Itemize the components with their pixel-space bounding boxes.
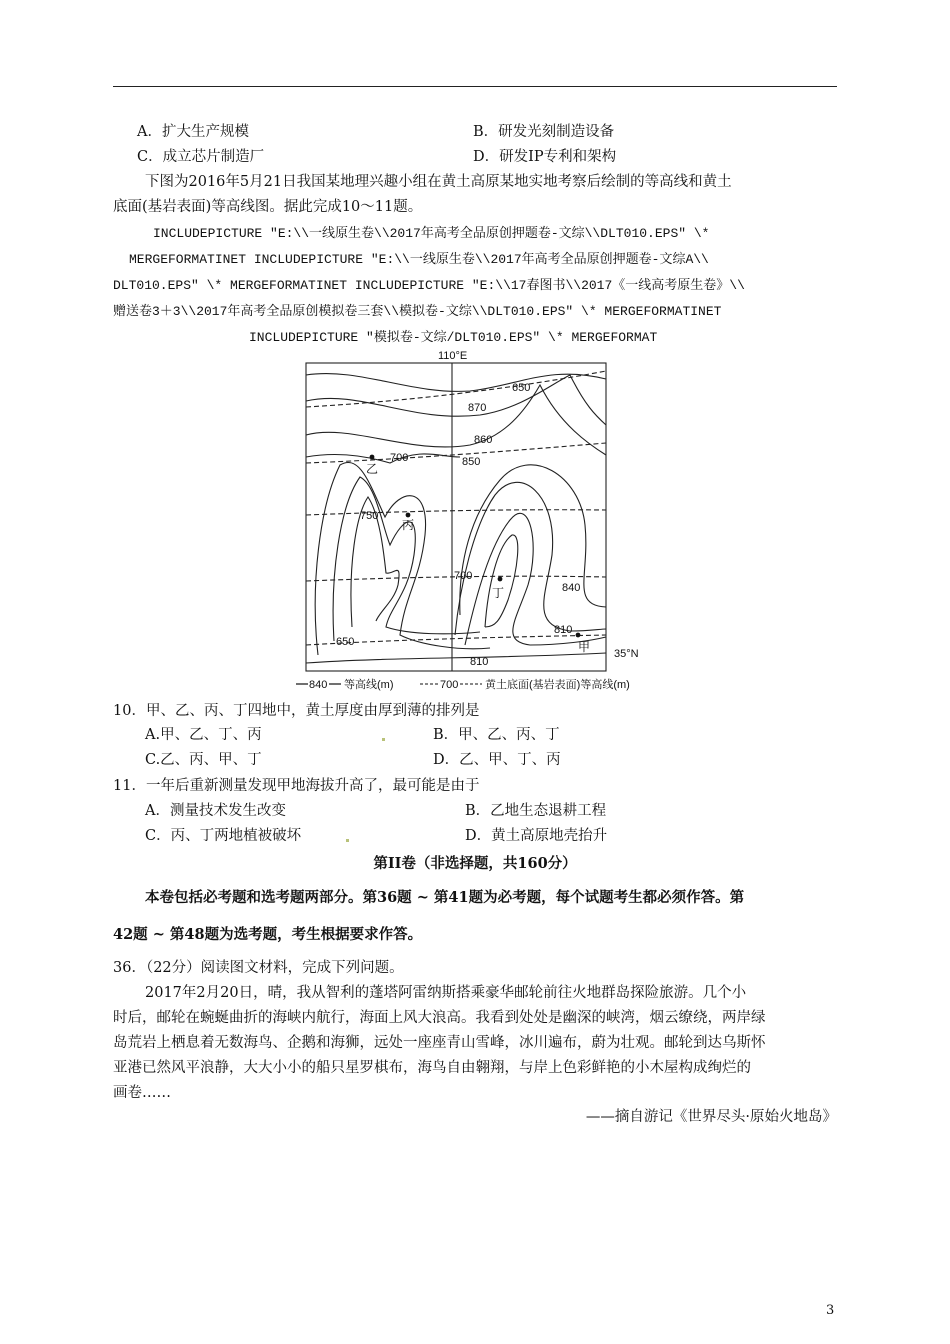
contour-line xyxy=(485,535,518,627)
contour-line xyxy=(333,477,480,641)
q36-stem: 36．（22分）阅读图文材料，完成下列问题。 xyxy=(113,960,404,976)
base-contour-line xyxy=(306,371,606,407)
contour-label: 700 xyxy=(390,452,409,464)
contour-line xyxy=(465,513,606,645)
legend-contour-text: 等高线(m) xyxy=(344,679,394,691)
q36-source: ——摘自游记《世界尽头·原始火地岛》 xyxy=(585,1109,837,1125)
stray-dot xyxy=(346,839,349,842)
contour-label: 870 xyxy=(468,402,487,414)
q11-option-a: A．测量技术发生改变 xyxy=(145,803,286,819)
contour-label: 860 xyxy=(474,434,493,446)
q11-option-d: D．黄土高原地壳抬升 xyxy=(465,828,608,844)
longitude-label: 110°E xyxy=(438,350,468,362)
contour-map xyxy=(290,345,670,695)
part2-note-2: 42题 ~ 第48题为选考题，考生根据要求作答。 xyxy=(113,926,423,943)
contour-label: 650 xyxy=(512,382,531,394)
field-code-line-2: MERGEFORMATINET INCLUDEPICTURE "E:\\一线原生卷\\2017年高考全品原创押题卷-文综A\\ xyxy=(129,252,709,267)
legend-base-value: 700 xyxy=(440,679,459,691)
contour-label: 810 xyxy=(470,656,489,668)
contour-line xyxy=(455,482,606,635)
field-code-line-5: INCLUDEPICTURE "模拟卷-文综/DLT010.EPS" \* MERGEFORMAT xyxy=(249,330,658,345)
legend-base-text: 黄土底面(基岩表面)等高线(m) xyxy=(485,679,630,691)
q11-option-b: B．乙地生态退耕工程 xyxy=(465,803,607,819)
point-jia-marker xyxy=(576,633,581,638)
contour-label: 750 xyxy=(360,510,379,522)
q10-option-a: A.甲、乙、丁、丙 xyxy=(145,727,262,743)
field-code-line-1: INCLUDEPICTURE "E:\\一线原生卷\\2017年高考全品原创押题卷-文综\\DLT010.EPS" \* xyxy=(153,226,710,241)
q36-paragraph-line: 岛荒岩上栖息着无数海鸟、企鹅和海狮，远处一座座青山雪峰，冰川遍布，蔚为壮观。邮轮到达乌斯怀 xyxy=(113,1035,766,1051)
contour-line xyxy=(306,454,460,463)
contour-line xyxy=(306,653,606,663)
contour-line xyxy=(306,374,606,392)
q36-paragraph-line: 时后，邮轮在蜿蜒曲折的海峡内航行，海面上风大浪高。我看到处处是幽深的峡湾，烟云缭绕，两岸绿 xyxy=(113,1010,766,1026)
contour-label: 810 xyxy=(554,624,573,636)
q10-option-c: C.乙、丙、甲、丁 xyxy=(145,752,262,768)
point-yi-marker xyxy=(370,455,375,460)
q9-option-d: D．研发IP专利和架构 xyxy=(473,149,617,165)
legend-contour-value: 840 xyxy=(309,679,328,691)
point-ding-label: 丁 xyxy=(492,586,505,600)
intro-line-2: 底面(基岩表面)等高线图。据此完成10～11题。 xyxy=(113,199,423,215)
contour-label: 700 xyxy=(454,570,473,582)
point-ding-marker xyxy=(498,577,503,582)
q10-option-d: D．乙、甲、丁、丙 xyxy=(433,752,561,768)
q9-option-a: A．扩大生产规模 xyxy=(137,124,249,140)
stray-dot xyxy=(382,738,385,741)
contour-label: 650 xyxy=(336,636,355,648)
q9-option-b: B．研发光刻制造设备 xyxy=(473,124,615,140)
point-jia-label: 甲 xyxy=(578,640,591,654)
q36-paragraph-line: 2017年2月20日，晴，我从智利的蓬塔阿雷纳斯搭乘豪华邮轮前往火地群岛探险旅游。几个小 xyxy=(145,985,747,1001)
point-bing-label: 丙 xyxy=(402,518,415,532)
base-contour-line xyxy=(306,510,606,515)
contour-line xyxy=(306,385,606,455)
field-code-line-3: DLT010.EPS" \* MERGEFORMATINET INCLUDEPICTURE "E:\\17春图书\\2017《一线高考原生卷》\\ xyxy=(113,278,745,293)
field-code-line-4: 赠送卷3＋3\\2017年高考全品原创模拟卷三套\\模拟卷-文综\\DLT010.EPS" \* MERGEFORMATINET xyxy=(113,304,722,319)
q9-option-c: C．成立芯片制造厂 xyxy=(137,149,265,165)
page-number: 3 xyxy=(826,1303,835,1318)
part2-title: 第II卷（非选择题，共160分） xyxy=(373,855,577,872)
point-bing-marker xyxy=(406,513,411,518)
q11-option-c: C．丙、丁两地植被破坏 xyxy=(145,828,302,844)
contour-label: 850 xyxy=(462,456,481,468)
intro-line-1: 下图为2016年5月21日我国某地理兴趣小组在黄土高原某地实地考察后绘制的等高线和黄土 xyxy=(145,174,732,190)
part2-note-1: 本卷包括必考题和选考题两部分。第36题 ~ 第41题为必考题，每个试题考生都必须作答。第 xyxy=(145,889,745,906)
q10-stem: 10．甲、乙、丙、丁四地中，黄土厚度由厚到薄的排列是 xyxy=(113,703,480,719)
base-contour-line xyxy=(306,443,606,463)
latitude-label: 35°N xyxy=(614,648,639,660)
q11-stem: 11．一年后重新测量发现甲地海拔升高了，最可能是由于 xyxy=(113,778,480,794)
header-rule xyxy=(113,86,837,87)
point-yi-label: 乙 xyxy=(366,462,379,476)
contour-label: 840 xyxy=(562,582,581,594)
q10-option-b: B．甲、乙、丙、丁 xyxy=(433,727,560,743)
q36-paragraph-line: 画卷…… xyxy=(113,1085,171,1101)
q36-paragraph-line: 亚港已然风平浪静，大大小小的船只星罗棋布，海鸟自由翱翔，与岸上色彩鲜艳的小木屋构成绚烂的 xyxy=(113,1060,751,1076)
